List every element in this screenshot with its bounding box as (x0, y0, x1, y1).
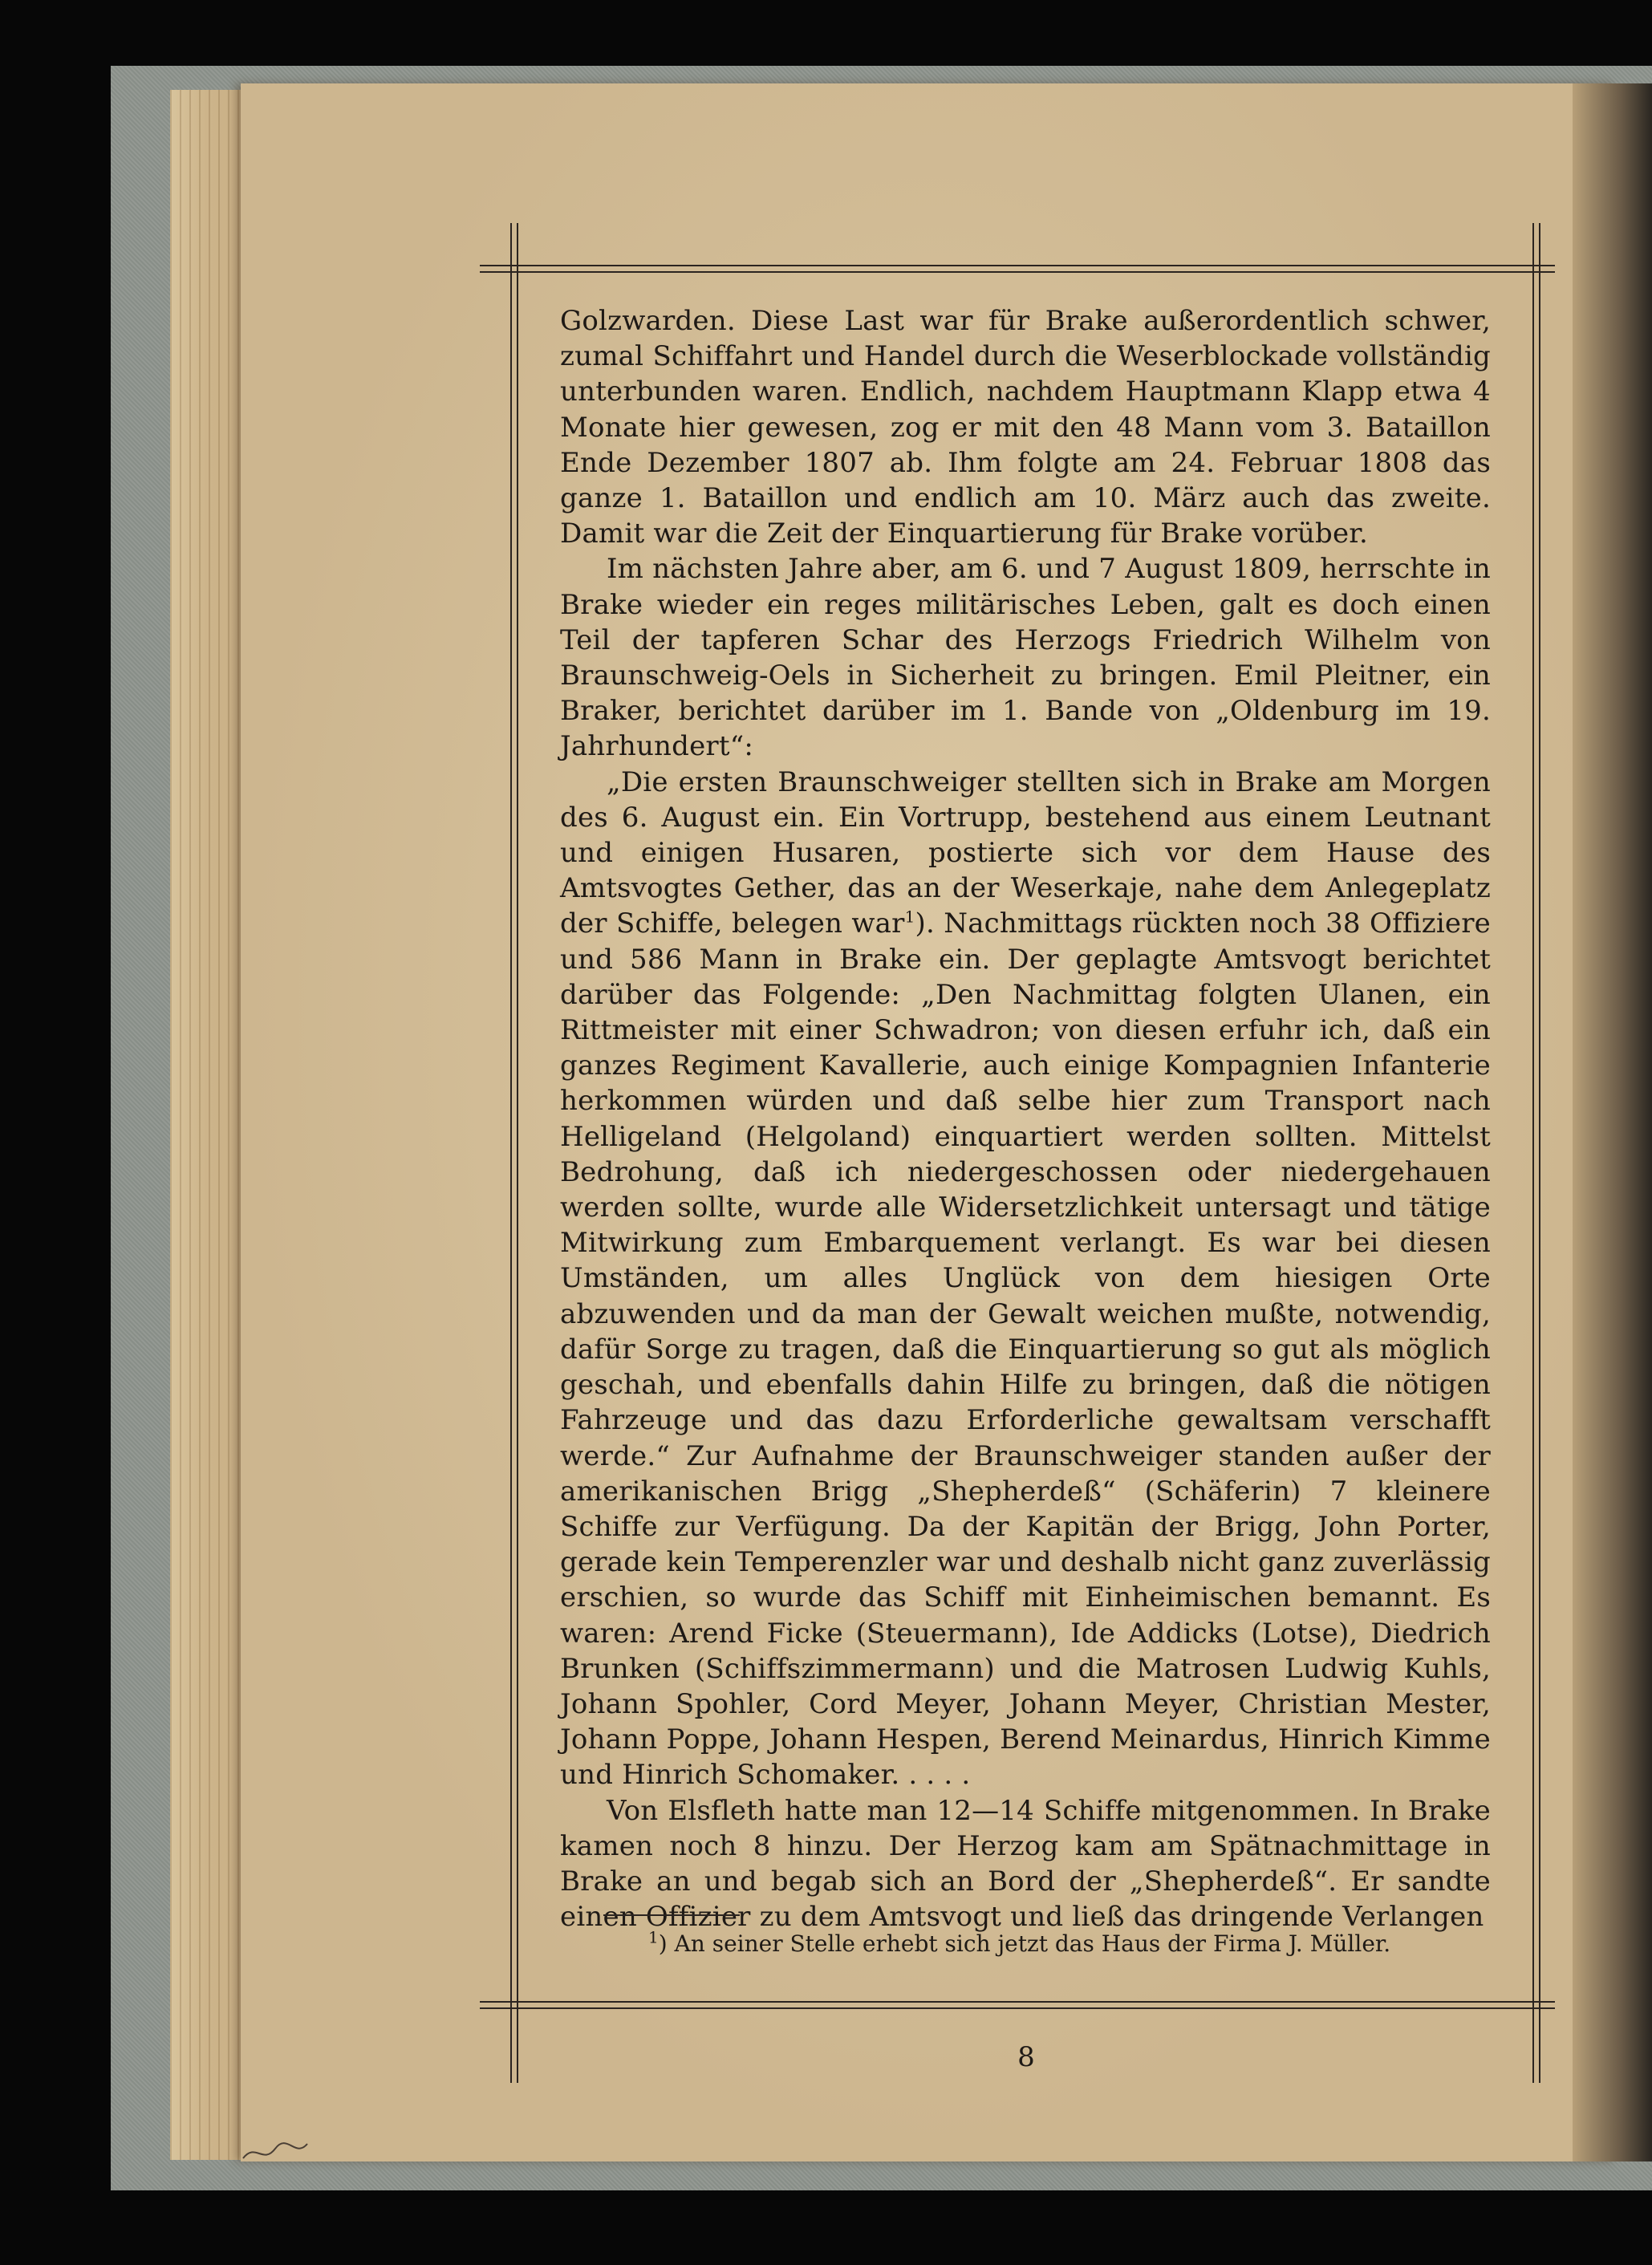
book-gutter (1573, 83, 1652, 2161)
main-text (560, 303, 1491, 1934)
paragraph-4: Von Elsfleth hatte man 12—14 Schiffe mitgenommen. In Brake kamen noch 8 hinzu. Der Herzog kam am Spätnachmittage in Brake an und begab sich an Bord der „Shepherdeß“. Er sandte einen Offizier zu dem Amtsvogt und ließ das dringende Verlangen (560, 1794, 1491, 1934)
pencil-scribble-icon (239, 2134, 311, 2166)
footnote-reference: 1 (904, 907, 915, 928)
paragraph-3-part-1: „Die ersten Braunschweiger stellten sich in Brake am Morgen des 6. August ein. Ein Vortrupp, bestehend aus einem Leutnant und einigen Husaren, postierte sich vor dem Hause des Amtsvogtes Gether, das an der Weserkaje, nahe dem Anlegeplatz der Schiffe, belegen war (560, 765, 1491, 940)
frame-top-rule (480, 265, 1555, 266)
frame-bottom-rule (480, 2001, 1555, 2003)
paragraph-2: Im nächsten Jahre aber, am 6. und 7 August 1809, herrschte in Brake wieder ein reges militärisches Leben, galt es doch einen Teil der tapferen Schar des Herzogs Friedrich Wilhelm von Braunschweig-Oels in Sicherheit zu bringen. Emil Pleitner, ein Braker, berichtet darüber im 1. Bande von „Oldenburg im 19. Jahrhundert“: (560, 553, 1491, 763)
paragraph-3 (560, 765, 1491, 1793)
paragraph-3-part-2: ). Nachmittags rückten noch 38 Offiziere und 586 Mann in Brake ein. Der geplagte Amtsvogt berichtet darüber das Folgende: „Den Nachmittag folgten Ulanen, ein Rittmeister mit einer Schwadron; von diesen erfuhr ich, daß ein ganzes Regiment Kavallerie, auch einige Kompagnien Infanterie herkommen würden und daß selbe hier zum Transport nach Helligeland (Helgoland) einquartiert werden sollten. Mittelst Bedrohung, daß ich niedergeschossen oder niedergehauen werden sollte, wurde alle Widersetzlichkeit untersagt und tätige Mitwirkung zum Embarquement verlangt. Es war bei diesen Umständen, um alles Unglück von dem hiesigen Orte abzuwenden und da man der Gewalt weichen mußte, notwendig, dafür Sorge zu tragen, daß die Einquartierung so gut als möglich geschah, und ebenfalls dahin Hilfe zu bringen, daß die nötigen Fahrzeuge und das dazu Erforderliche gewaltsam verschafft werde.“ Zur Aufnahme der Braunschweiger standen außer der amerikanischen Brigg „Shepherdeß“ (Schäferin) 7 kleinere Schiffe zur Verfügung. Da der Kapitän der Brigg, John Porter, gerade kein Temperenzler war und deshalb nicht ganz zuverlässig erschien, so wurde das Schiff mit Einheimischen bemannt. Es waren: Arend Ficke (Steuermann), Ide Addicks (Lotse), Diedrich Brunken (Schiffszimmermann) und die Matrosen Ludwig Kuhls, Johann Spohler, Cord Meyer, Johann Meyer, Christian Mester, Johann Poppe, Johann Hespen, Berend Meinardus, Hinrich Kimme und Hinrich Schomaker. . . . . (560, 907, 1491, 1792)
paragraph-1: Golzwarden. Diese Last war für Brake außerordentlich schwer, zumal Schiffahrt und Handel durch die Weserblockade vollständig unterbunden waren. Endlich, nachdem Hauptmann Klapp etwa 4 Monate hier gewesen, zog er mit den 48 Mann vom 3. Bataillon Ende Dezember 1807 ab. Ihm folgte am 24. Februar 1808 das ganze 1. Bataillon und endlich am 10. März auch das zweite. Damit war die Zeit der Einquartierung für Brake vorüber. (560, 305, 1491, 550)
frame-left-rule (510, 223, 512, 2083)
footnote (648, 1927, 1491, 1959)
footnote-text: ) An seiner Stelle erhebt sich jetzt das Haus der Firma J. Müller. (658, 1930, 1391, 1957)
footnote-mark: 1 (648, 1927, 659, 1947)
frame-right-rule (1532, 223, 1534, 2083)
footnote-separator (603, 1914, 740, 1916)
page-number: 8 (1017, 2041, 1035, 2073)
